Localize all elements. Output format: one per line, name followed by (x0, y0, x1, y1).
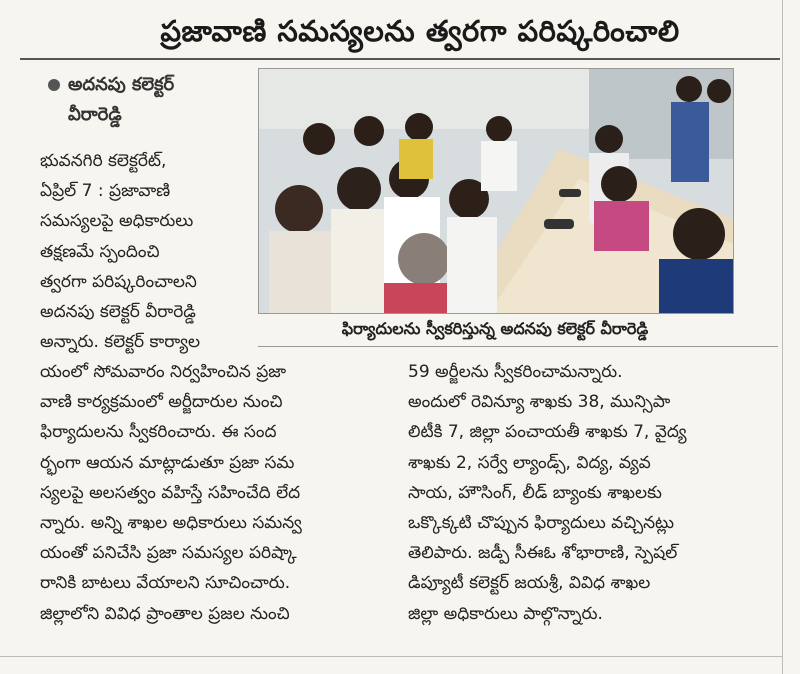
text-line: 59 అర్జీలను స్వీకరించామన్నారు. (408, 362, 623, 382)
text-line: అందులో రెవిన్యూ శాఖకు 38, మున్సిపా (408, 392, 671, 413)
text-line: ఏప్రిల్ 7 : ప్రజావాణి (40, 181, 171, 202)
text-line: భువనగిరి కలెక్టరేట్, (40, 151, 167, 171)
text-line: ర్భంగా ఆయన మాట్లాడుతూ ప్రజా సమ (40, 452, 295, 473)
byline-line-2: వీరారెడ్డి (68, 104, 122, 125)
column-2-text (408, 357, 778, 629)
caption-rule (258, 346, 778, 347)
text-line: వాణి కార్యక్రమంలో అర్జీదారుల నుంచి (40, 392, 283, 413)
text-line: న్నారు. అన్ని శాఖల అధికారులు సమన్వ (40, 513, 302, 534)
byline-line-1: అదనపు కలెక్టర్ (68, 74, 175, 95)
right-border-rule (782, 0, 783, 674)
text-line: సమస్యలపై అధికారులు (40, 211, 194, 232)
photo-meeting-scene (259, 69, 733, 313)
text-line: త్వరగా పరిష్కరించాలని (40, 271, 197, 292)
photo-caption: ఫిర్యాదులను స్వీకరిస్తున్న అదనపు కలెక్టర్ వీరారెడ్డి (341, 319, 649, 338)
text-line: ఒక్కొక్కటి చొప్పున ఫిర్యాదులు వచ్చినట్లు (408, 513, 675, 534)
text-line: రానికి బాటలు వేయాలని సూచించారు. (40, 573, 291, 594)
text-line: జిల్లా అధికారులు పాల్గొన్నారు. (408, 603, 603, 624)
text-line: లిటీకి 7, జిల్లా పంచాయతీ శాఖకు 7, వైద్య (408, 422, 687, 443)
text-line: శాఖకు 2, సర్వే ల్యాండ్స్, విద్య, వ్యవ (408, 452, 651, 473)
column-1-bottom-text (40, 357, 385, 629)
text-line: తెలిపారు. జడ్పీ సీఈఓ శోభారాణి, స్పెషల్ (408, 543, 678, 564)
text-line: అన్నారు. కలెక్టర్ కార్యాల (40, 332, 201, 353)
headline-rule (20, 58, 780, 60)
text-line: యంతో పనిచేసి ప్రజా సమస్యల పరిష్కా (40, 543, 297, 564)
text-line: ఫిర్యాదులను స్వీకరించారు. ఈ సంద (40, 422, 277, 443)
headline: ప్రజావాణి సమస్యలను త్వరగా పరిష్కరించాలి (160, 14, 680, 48)
bullet-icon (48, 79, 60, 91)
text-line: యంలో సోమవారం నిర్వహించిన ప్రజా (40, 362, 287, 382)
byline (48, 70, 253, 130)
text-line: సాయ, హౌసింగ్, లీడ్ బ్యాంకు శాఖలకు (408, 482, 662, 503)
text-line: డిప్యూటీ కలెక్టర్ జయశ్రీ, వివిధ శాఖల (408, 573, 651, 594)
bottom-border-rule (0, 656, 782, 657)
text-line: జిల్లాలోని వివిధ ప్రాంతాల ప్రజల నుంచి (40, 603, 290, 624)
text-line: తక్షణమే స్పందించి (40, 241, 160, 262)
news-photo (258, 68, 734, 314)
text-line: స్యలపై అలసత్వం వహిస్తే సహించేది లేద (40, 482, 301, 503)
column-1-top-text (40, 146, 255, 357)
text-line: అదనపు కలెక్టర్ వీరారెడ్డి (40, 302, 196, 323)
